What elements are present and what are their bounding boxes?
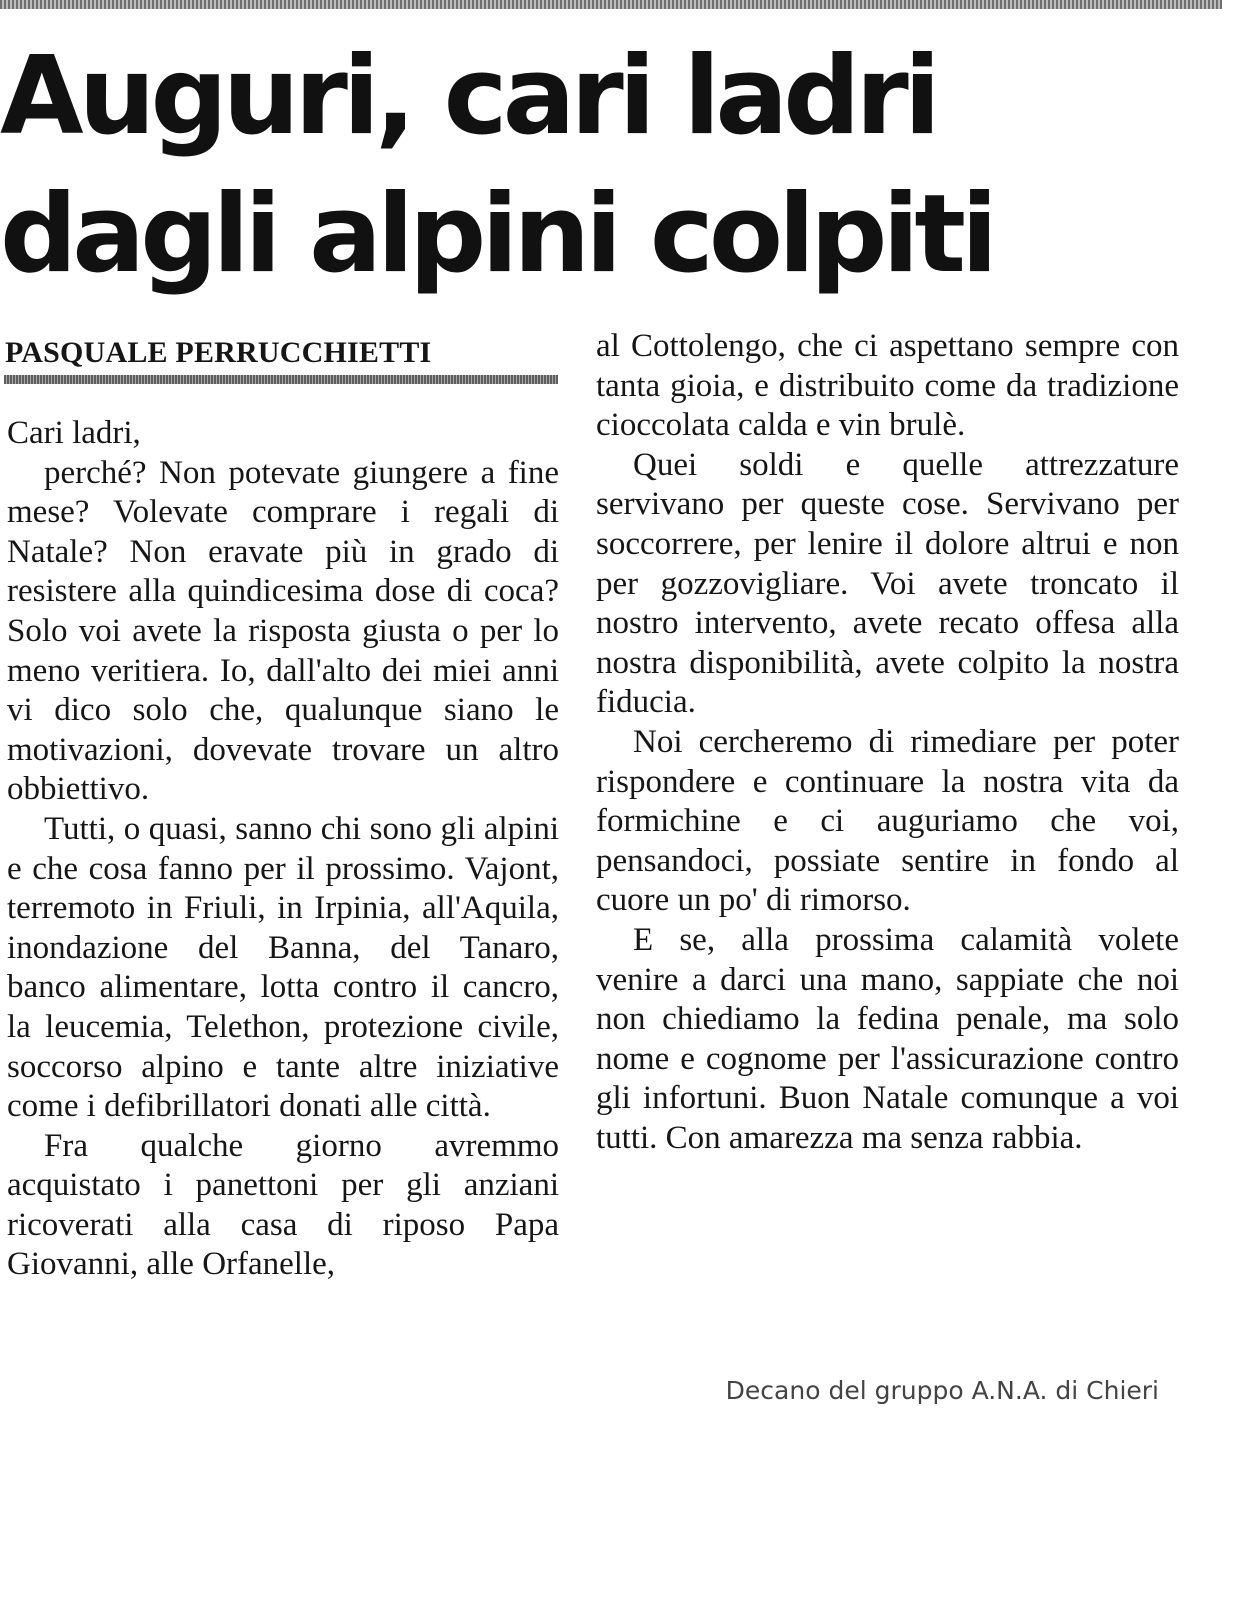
- salutation: Cari ladri,: [7, 415, 141, 451]
- paragraph: perché? Non potevate giungere a fine mese? Volevate comprare i regali di Natale? Non eravate più in grado di resistere alla quindicesima dose di coca? Solo voi avete la risposta giusta o per lo meno veritiera. Io, dall'alto dei miei anni vi dico solo che, qualunque siano le motivazioni, dovevate trovare un altro obbiettivo.: [7, 454, 559, 808]
- headline: [0, 28, 1100, 304]
- author-signature: Decano del gruppo A.N.A. di Chieri: [725, 1376, 1159, 1405]
- paragraph: Quei soldi e quelle attrezzature servivano per queste cose. Servivano per soccorrere, per lenire il dolore altrui e non per gozzovigliare. Voi avete troncato il nostro intervento, avete recato offesa alla nostra disponibilità, avete colpito la nostra fiducia.: [596, 446, 1179, 721]
- byline: PASQUALE PERRUCCHIETTI: [5, 336, 432, 369]
- paragraph: E se, alla prossima calamità volete venire a darci una mano, sappiate che noi non chiediamo la fedina penale, ma solo nome e cognome per l'assicurazione contro gli infortuni. Buon Natale comunque a voi tutti. Con amarezza ma senza rabbia.: [596, 921, 1179, 1156]
- paragraph: Fra qualche giorno avremmo acquistato i panettoni per gli anziani ricoverati alla casa di riposo Papa Giovanni, alle Orfanelle,: [7, 1127, 559, 1283]
- paragraph-continuation: al Cottolengo, che ci aspettano sempre con tanta gioia, e distribuito come da tradizione cioccolata calda e vin brulè.: [596, 328, 1179, 444]
- headline-line-1: Auguri, cari ladri: [0, 34, 936, 159]
- paragraph: Noi cercheremo di rimediare per poter rispondere e continuare la nostra vita da formichine e ci auguriamo che voi, pensandoci, possiate sentire in fondo al cuore un po' di rimorso.: [596, 723, 1179, 919]
- right-column: [596, 327, 1179, 1158]
- left-column: [7, 414, 559, 1285]
- byline-rule: [4, 375, 558, 384]
- paragraph: Tutti, o quasi, sanno chi sono gli alpini e che cosa fanno per il prossimo. Vajont, terremoto in Friuli, in Irpinia, all'Aquila, inondazione del Banna, del Tanaro, banco alimentare, lotta contro il cancro, la leucemia, Telethon, protezione civile, soccorso alpino e tante altre iniziative come i defibrillatori donati alle città.: [7, 810, 559, 1125]
- top-rule: [0, 0, 1222, 9]
- headline-line-2: dagli alpini colpiti: [0, 172, 994, 297]
